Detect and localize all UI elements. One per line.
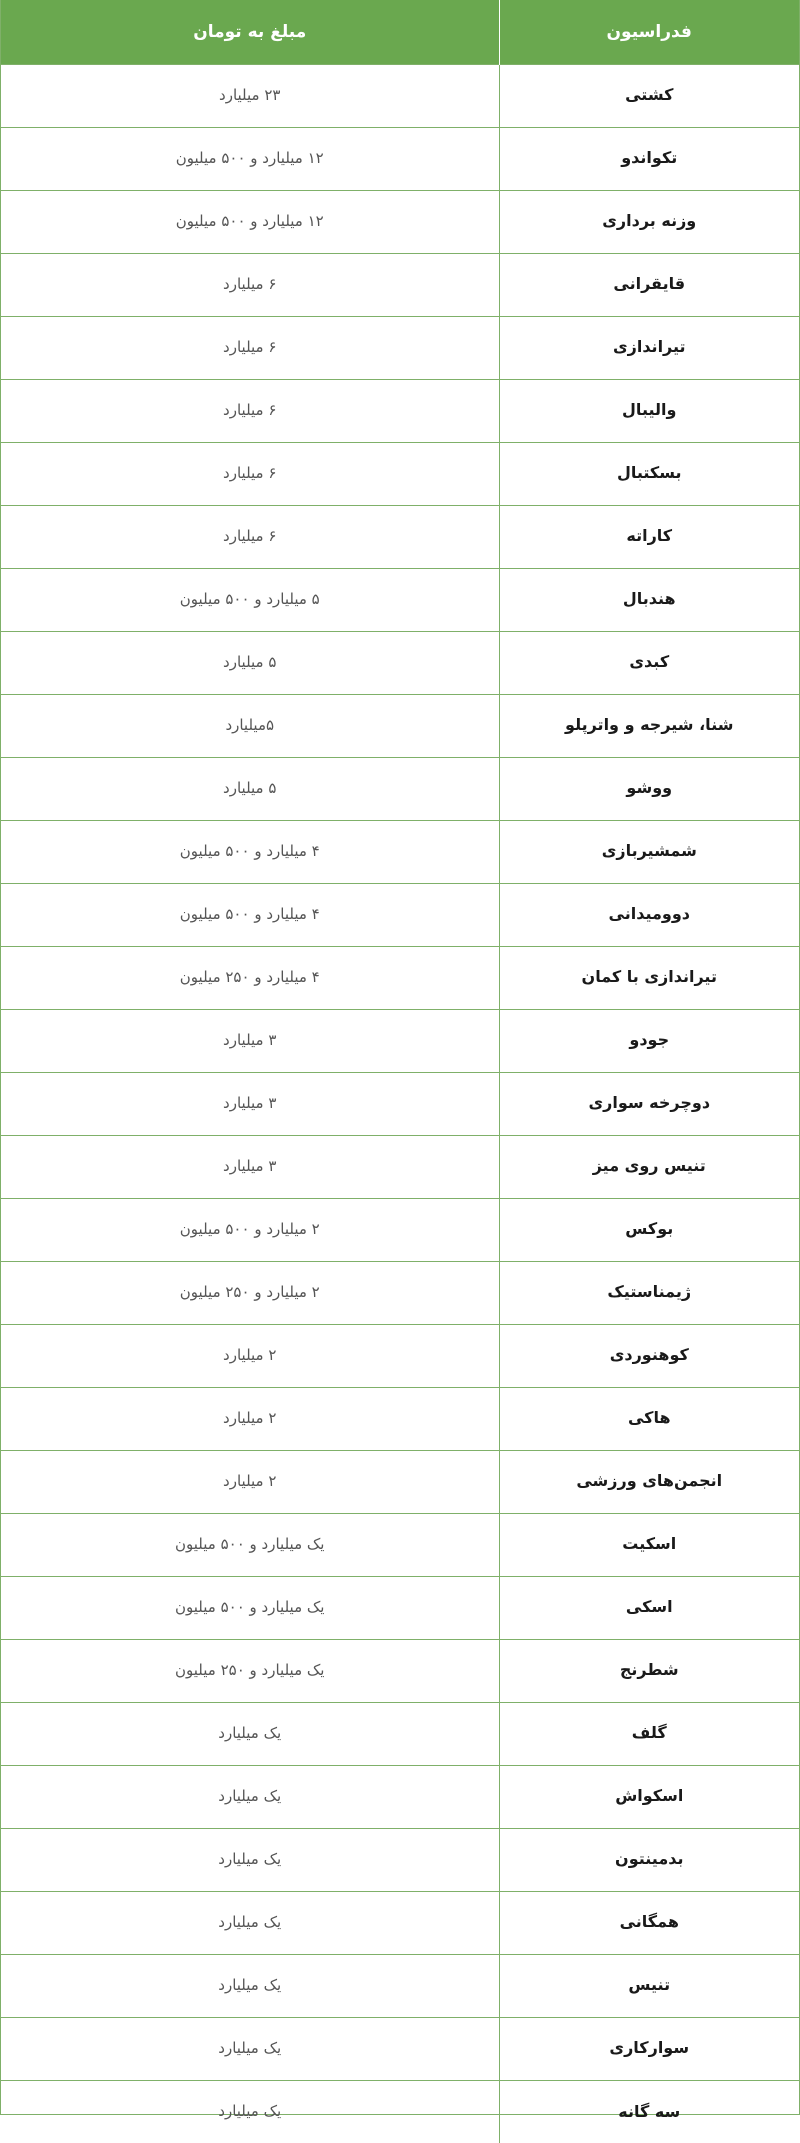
federation-cell	[499, 505, 799, 568]
table-row	[1, 1450, 799, 1513]
federation-cell	[499, 820, 799, 883]
federation-name: تکواندو	[621, 148, 678, 168]
federation-name: کبدی	[629, 652, 670, 672]
table-row	[1, 1261, 799, 1324]
federation-name: تنیس	[628, 1975, 671, 1995]
federation-cell	[499, 379, 799, 442]
federation-cell	[499, 946, 799, 1009]
table-header	[1, 0, 799, 64]
federation-name: انجمن‌های ورزشی	[576, 1471, 723, 1491]
amount-cell	[1, 1072, 499, 1135]
federation-cell	[499, 1765, 799, 1828]
federation-cell	[499, 694, 799, 757]
table-row	[1, 1135, 799, 1198]
amount-value: یک میلیارد و ۲۵۰ میلیون	[175, 1661, 325, 1679]
federation-name: بسکتبال	[616, 463, 682, 483]
amount-cell	[1, 820, 499, 883]
amount-cell	[1, 1639, 499, 1702]
header-row	[1, 0, 799, 64]
federation-name: ووشو	[626, 778, 673, 798]
amount-cell	[1, 1954, 499, 2017]
amount-cell	[1, 1009, 499, 1072]
table-row	[1, 631, 799, 694]
table-row	[1, 442, 799, 505]
federation-name: بدمینتون	[615, 1849, 684, 1869]
amount-cell	[1, 1198, 499, 1261]
amount-cell	[1, 631, 499, 694]
federation-cell	[499, 883, 799, 946]
table-row	[1, 2080, 799, 2143]
table-row	[1, 253, 799, 316]
amount-value: ۲ میلیارد و ۵۰۰ میلیون	[179, 1220, 320, 1238]
amount-cell	[1, 1828, 499, 1891]
amount-cell	[1, 757, 499, 820]
federation-name: همگانی	[619, 1912, 679, 1932]
federation-cell	[499, 1639, 799, 1702]
table-row	[1, 946, 799, 1009]
table-row	[1, 1576, 799, 1639]
amount-value: ۱۲ میلیارد و ۵۰۰ میلیون	[175, 212, 324, 230]
amount-cell	[1, 568, 499, 631]
amount-value: ۶ میلیارد	[223, 401, 277, 419]
federation-name: سوارکاری	[609, 2038, 690, 2058]
amount-cell	[1, 1513, 499, 1576]
federation-name: دوچرخه سواری	[588, 1093, 711, 1113]
federation-name: کوهنوردی	[609, 1345, 689, 1365]
table-row	[1, 1387, 799, 1450]
amount-cell	[1, 1702, 499, 1765]
amount-cell	[1, 1576, 499, 1639]
federation-cell	[499, 1450, 799, 1513]
table-row	[1, 694, 799, 757]
amount-value: ۲۳ میلیارد	[219, 86, 281, 104]
table-row	[1, 379, 799, 442]
amount-cell	[1, 316, 499, 379]
amount-value: ۳ میلیارد	[223, 1157, 277, 1175]
federation-cell	[499, 631, 799, 694]
federation-name: اسکواش	[615, 1786, 684, 1806]
amount-value: ۶ میلیارد	[223, 527, 277, 545]
header-federation: فدراسیون	[499, 0, 799, 64]
amount-value: یک میلیارد	[218, 1787, 282, 1805]
header-amount: مبلغ به تومان	[193, 21, 307, 42]
amount-cell	[1, 1135, 499, 1198]
amount-value: یک میلیارد	[218, 1850, 282, 1868]
table-row	[1, 316, 799, 379]
amount-value: ۱۲ میلیارد و ۵۰۰ میلیون	[175, 149, 324, 167]
federation-name: قایقرانی	[613, 274, 686, 294]
federation-cell	[499, 1954, 799, 2017]
amount-value: یک میلیارد	[218, 1724, 282, 1742]
table-row	[1, 757, 799, 820]
federation-name: شنا، شیرجه و واترپلو	[565, 715, 734, 735]
amount-cell	[1, 190, 499, 253]
table-row	[1, 1639, 799, 1702]
federation-name: هندبال	[622, 589, 676, 609]
table-row	[1, 568, 799, 631]
federation-cell	[499, 1009, 799, 1072]
amount-cell	[1, 1450, 499, 1513]
federation-cell	[499, 757, 799, 820]
amount-value: ۵میلیارد	[225, 716, 275, 734]
federation-name: کاراته	[626, 526, 673, 546]
table-row	[1, 883, 799, 946]
federation-name: تیراندازی با کمان	[581, 967, 717, 987]
amount-cell	[1, 2017, 499, 2080]
federation-name: والیبال	[622, 400, 677, 420]
amount-cell	[1, 1261, 499, 1324]
federation-cell	[499, 1387, 799, 1450]
federation-name: اسکیت	[622, 1534, 677, 1554]
federation-name: وزنه برداری	[602, 211, 697, 231]
amount-value: ۴ میلیارد و ۲۵۰ میلیون	[179, 968, 320, 986]
amount-cell	[1, 253, 499, 316]
amount-value: ۶ میلیارد	[223, 275, 277, 293]
amount-value: یک میلیارد	[218, 1976, 282, 1994]
amount-cell	[1, 64, 499, 127]
federation-cell	[499, 1198, 799, 1261]
amount-cell	[1, 505, 499, 568]
table-row	[1, 190, 799, 253]
federation-name: اسکی	[625, 1597, 673, 1617]
table-row	[1, 1324, 799, 1387]
federation-cell	[499, 1324, 799, 1387]
amount-cell	[1, 2080, 499, 2143]
amount-value: ۳ میلیارد	[223, 1031, 277, 1049]
federation-name: هاکی	[627, 1408, 671, 1428]
federation-cell	[499, 1891, 799, 1954]
federation-cell	[499, 190, 799, 253]
federation-cell	[499, 2017, 799, 2080]
federation-cell	[499, 253, 799, 316]
table-row	[1, 505, 799, 568]
federation-name: دوومیدانی	[608, 904, 690, 924]
federation-cell	[499, 1828, 799, 1891]
federation-cell	[499, 127, 799, 190]
federation-cell	[499, 1135, 799, 1198]
amount-value: یک میلیارد و ۵۰۰ میلیون	[175, 1598, 325, 1616]
table-row	[1, 1513, 799, 1576]
amount-value: ۵ میلیارد	[223, 779, 277, 797]
federation-cell	[499, 1513, 799, 1576]
federation-name: بوکس	[625, 1219, 674, 1239]
federation-cell	[499, 64, 799, 127]
federation-name: شمشیربازی	[601, 841, 697, 861]
table-row	[1, 64, 799, 127]
amount-value: ۲ میلیارد	[223, 1409, 277, 1427]
amount-value: یک میلیارد	[218, 1913, 282, 1931]
amount-value: ۳ میلیارد	[223, 1094, 277, 1112]
federation-budget-table	[1, 0, 799, 2143]
federation-cell	[499, 1702, 799, 1765]
amount-value: ۴ میلیارد و ۵۰۰ میلیون	[179, 842, 320, 860]
federation-cell	[499, 316, 799, 379]
amount-cell	[1, 1765, 499, 1828]
amount-cell	[1, 127, 499, 190]
federation-cell	[499, 1576, 799, 1639]
federation-name: شطرنج	[619, 1660, 679, 1680]
amount-cell	[1, 1324, 499, 1387]
table-body	[1, 64, 799, 2143]
federation-cell	[499, 2080, 799, 2143]
amount-cell	[1, 442, 499, 505]
amount-cell	[1, 883, 499, 946]
federation-name: تنیس روی میز	[592, 1156, 706, 1176]
amount-value: یک میلیارد و ۵۰۰ میلیون	[175, 1535, 325, 1553]
amount-cell	[1, 1891, 499, 1954]
table-row	[1, 1009, 799, 1072]
amount-value: ۴ میلیارد و ۵۰۰ میلیون	[179, 905, 320, 923]
amount-value: ۲ میلیارد	[223, 1472, 277, 1490]
amount-cell	[1, 1387, 499, 1450]
amount-value: یک میلیارد	[218, 2102, 282, 2121]
amount-cell	[1, 379, 499, 442]
federation-cell	[499, 568, 799, 631]
table-row	[1, 1072, 799, 1135]
federation-name: جودو	[629, 1030, 670, 1050]
amount-value: ۲ میلیارد	[223, 1346, 277, 1364]
amount-value: ۶ میلیارد	[223, 338, 277, 356]
table-row	[1, 1828, 799, 1891]
table-row	[1, 1702, 799, 1765]
federation-cell	[499, 442, 799, 505]
federation-cell	[499, 1072, 799, 1135]
amount-value: ۵ میلیارد و ۵۰۰ میلیون	[179, 590, 320, 608]
table-row	[1, 1765, 799, 1828]
table-row	[1, 2017, 799, 2080]
federation-name: ژیمناستیک	[607, 1282, 692, 1302]
table-row	[1, 1891, 799, 1954]
table-row	[1, 1954, 799, 2017]
amount-value: ۲ میلیارد و ۲۵۰ میلیون	[179, 1283, 320, 1301]
amount-value: ۵ میلیارد	[223, 653, 277, 671]
table-row	[1, 1198, 799, 1261]
amount-cell	[1, 946, 499, 1009]
federation-name: تیراندازی	[612, 337, 686, 357]
table-row	[1, 820, 799, 883]
amount-value: ۶ میلیارد	[223, 464, 277, 482]
amount-value: یک میلیارد	[218, 2039, 282, 2057]
table-row	[1, 127, 799, 190]
amount-cell	[1, 694, 499, 757]
federation-name: کشتی	[625, 85, 674, 105]
federation-name: سه گانه	[618, 2101, 681, 2121]
federation-name: گلف	[631, 1723, 667, 1743]
federation-cell	[499, 1261, 799, 1324]
